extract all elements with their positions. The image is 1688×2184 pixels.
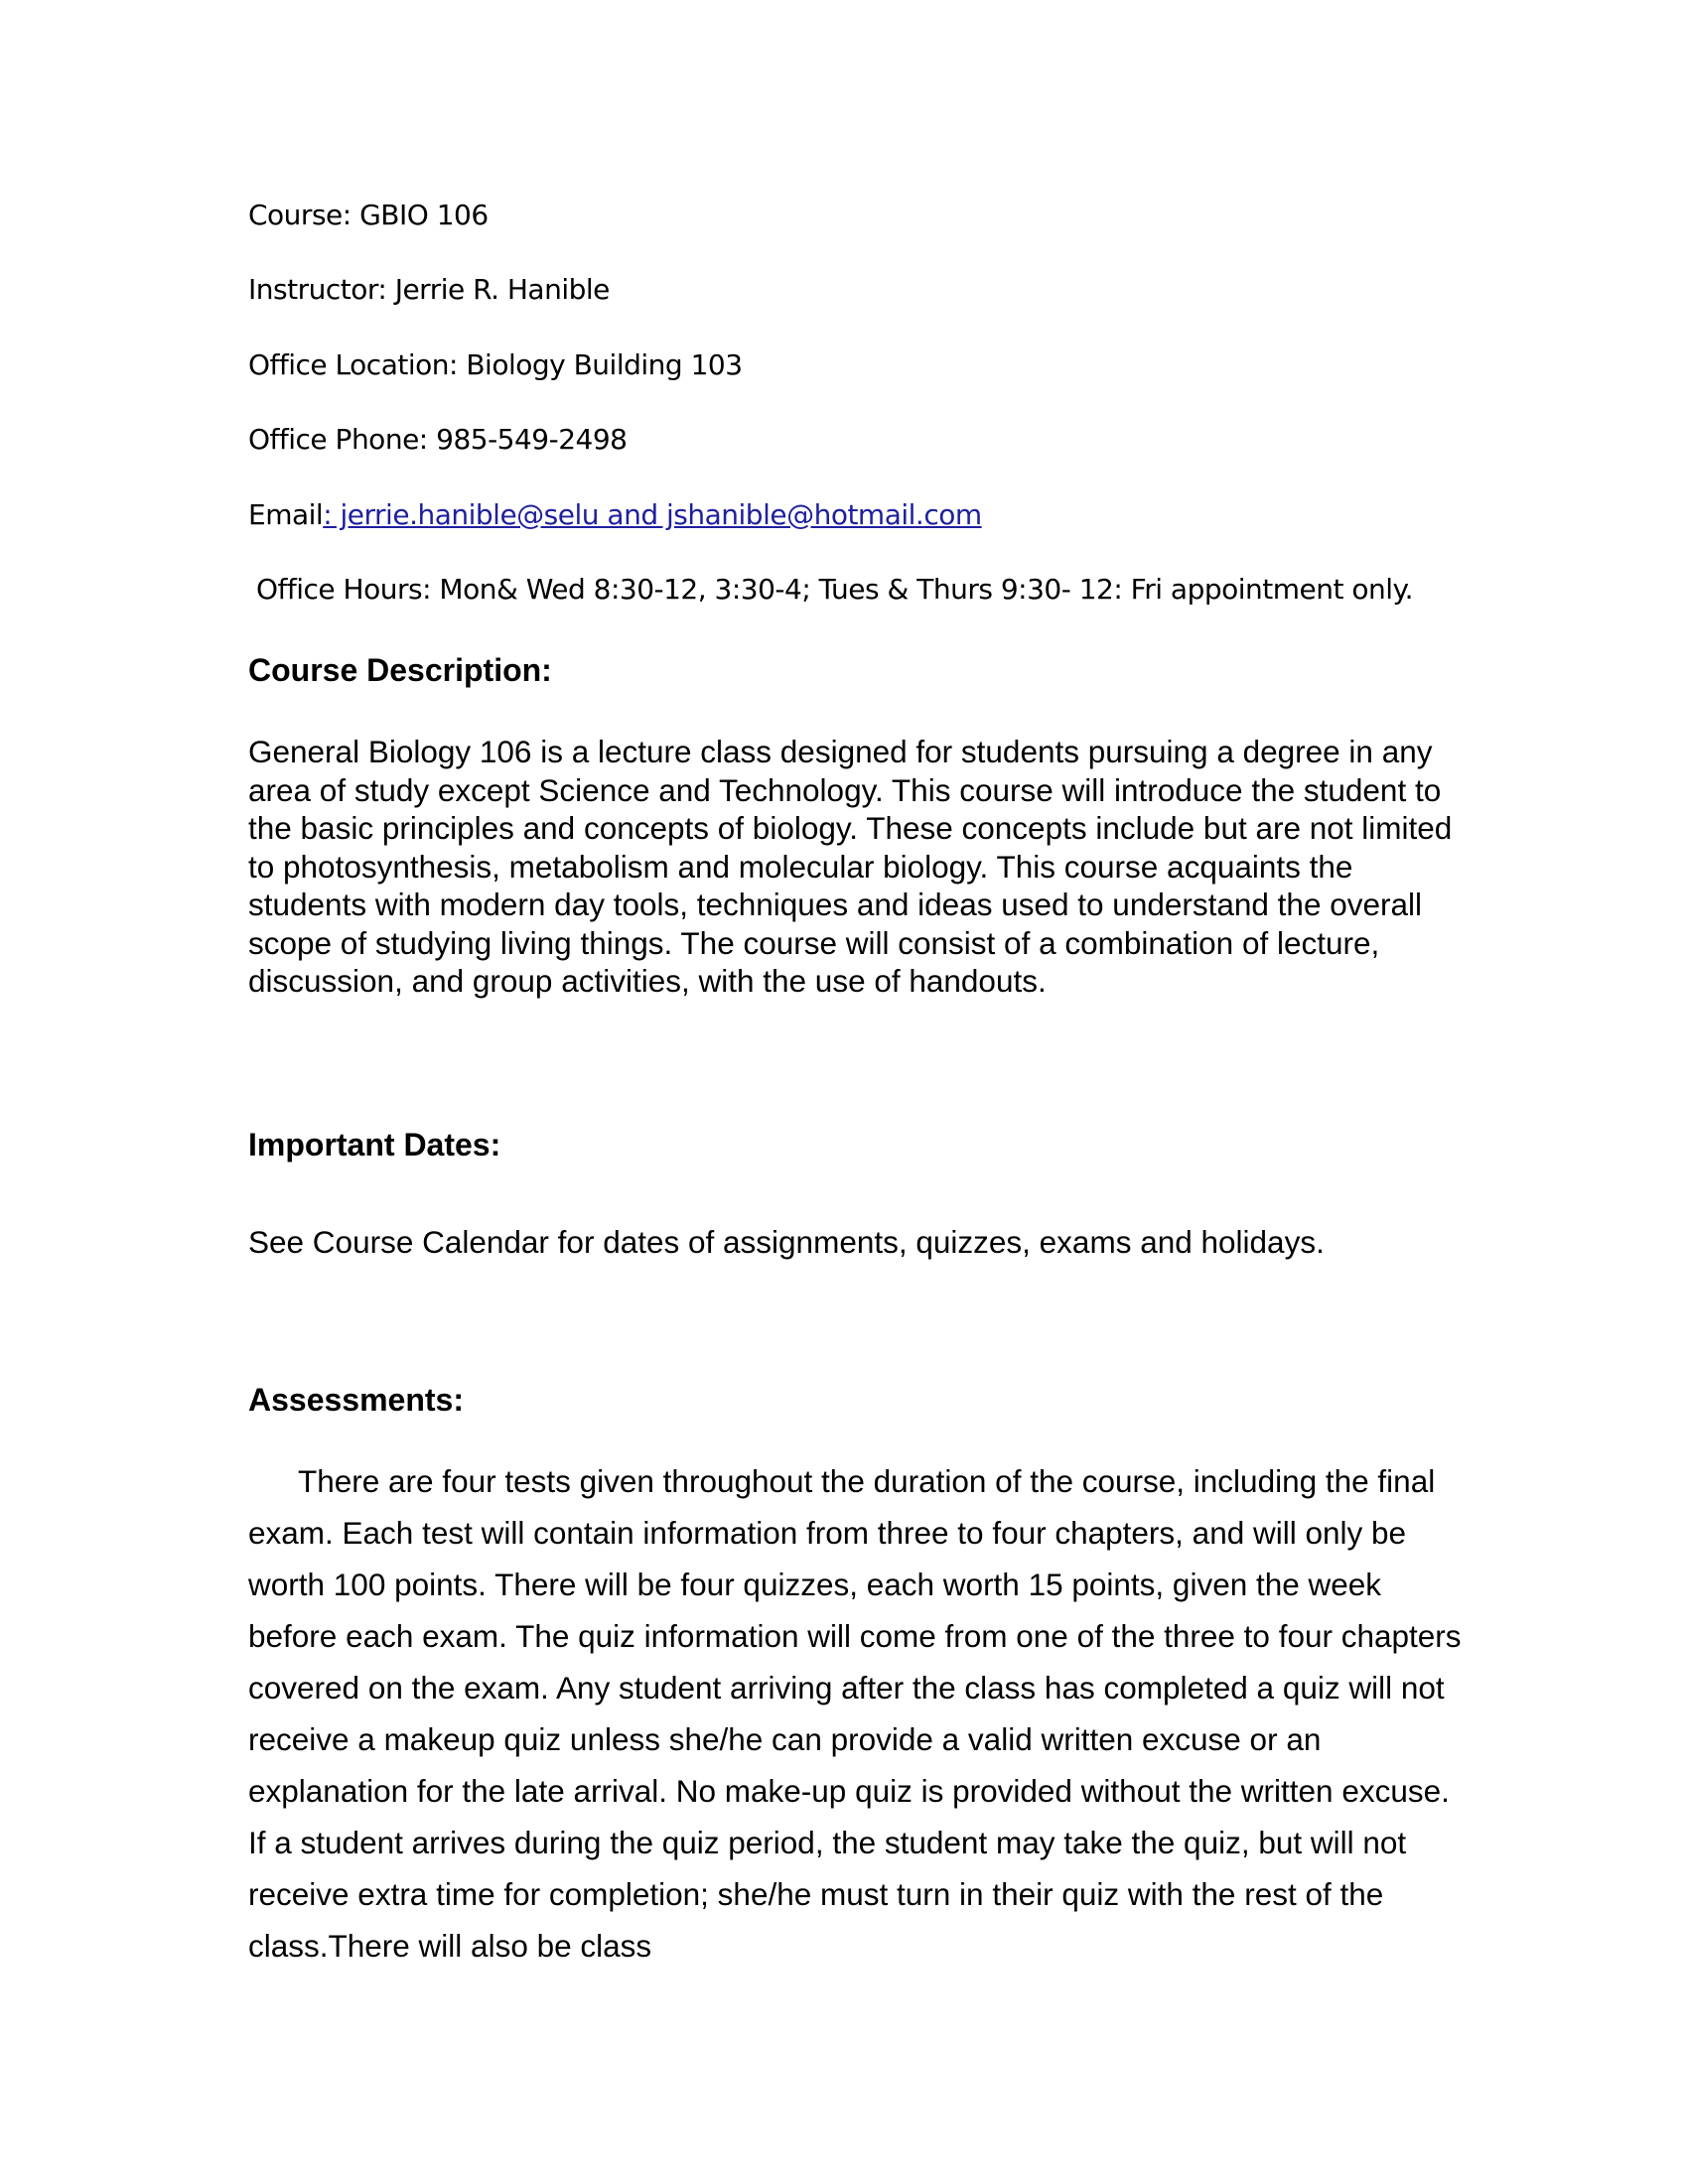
office-phone-line — [248, 423, 627, 456]
course-description-text: General Biology 106 is a lecture class designed for students pursuing a degree in any area of study except Science and Technology. This course will introduce the student to the basic principles and concepts of biology. These concepts include but are not limited to photosynthesis, metabolism and molecular biology. This course acquaints the students with modern day tools, techniques and ideas used to understand the overall scope of studying living things. The course will consist of a combination of lecture, discussion, and group activities, with the use of handouts. — [248, 734, 1453, 999]
important-dates-text: See Course Calendar for dates of assignments, quizzes, exams and holidays. — [248, 1224, 1325, 1260]
instructor-line — [248, 273, 610, 306]
course-label: Course: — [248, 199, 360, 231]
instructor-label: Instructor: — [248, 273, 395, 306]
instructor-value: Jerrie R. Hanible — [394, 273, 610, 306]
email-label: Email — [248, 498, 324, 531]
office-location-label: Office Location: — [248, 348, 467, 381]
office-phone-label: Office Phone: — [248, 423, 437, 456]
assessments-text: There are four tests given throughout the duration of the course, including the final exam. Each test will contain information from three to four chapters, and will only be worth 100 points. There will be four quizzes, each worth 15 points, given the week before each exam. The quiz information will come from one of the three to four chapters covered on the exam. Any student arriving after the class has completed a quiz will not receive a makeup quiz unless she/he can provide a valid written excuse or an explanation for the late arrival. No make-up quiz is provided without the written excuse. If a student arrives during the quiz period, the student may take the quiz, but will not receive extra time for completion; she/he must turn in their quiz with the rest of the class.There will also be class — [248, 1463, 1462, 1964]
assessments-heading: Assessments: — [248, 1382, 464, 1418]
course-line — [248, 199, 489, 231]
office-location-line — [248, 348, 743, 381]
course-description-heading: Course Description: — [248, 652, 552, 688]
email-link[interactable]: : jerrie.hanible@selu and jshanible@hotmail.com — [323, 498, 982, 531]
email-line — [248, 498, 982, 531]
course-value: GBIO 106 — [359, 199, 489, 231]
office-hours-line: Office Hours: Mon& Wed 8:30-12, 3:30-4; Tues & Thurs 9:30- 12: Fri appointment only. — [256, 573, 1414, 606]
important-dates-heading: Important Dates: — [248, 1127, 501, 1162]
office-location-value: Biology Building 103 — [466, 348, 743, 381]
office-phone-value: 985-549-2498 — [436, 423, 628, 456]
